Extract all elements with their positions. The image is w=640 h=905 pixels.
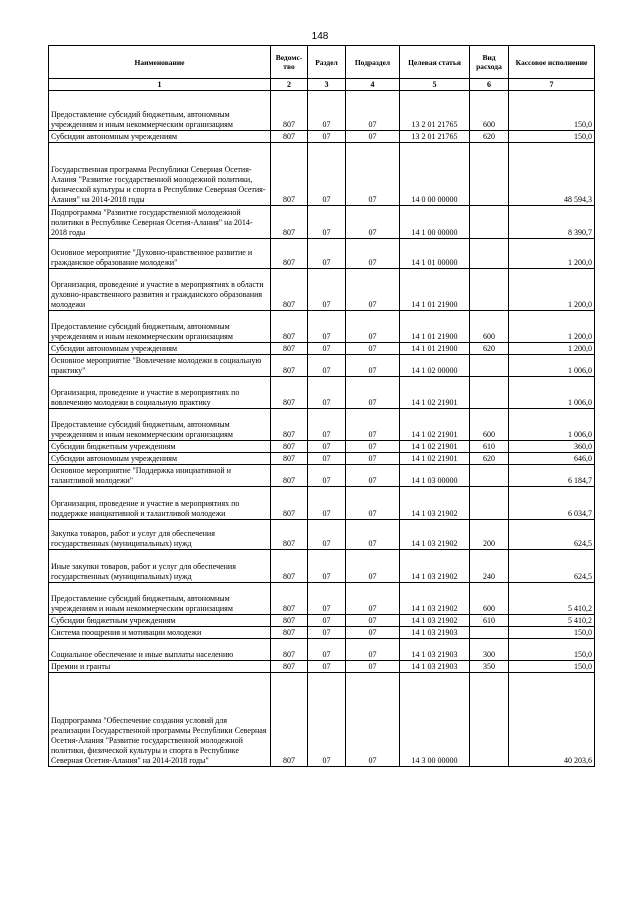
row-subsection: 07: [346, 661, 400, 673]
table-row: [49, 343, 595, 355]
table-row: [49, 441, 595, 453]
table-row: [49, 239, 595, 269]
row-target: 14 1 03 00000: [400, 465, 470, 487]
row-section: 07: [308, 453, 346, 465]
row-target: 14 1 02 21901: [400, 441, 470, 453]
row-target: 14 1 03 21902: [400, 615, 470, 627]
table-row: [49, 91, 595, 131]
row-subsection: 07: [346, 673, 400, 767]
row-subsection: 07: [346, 143, 400, 206]
row-expense-type: 600: [470, 409, 509, 441]
row-subsection: 07: [346, 91, 400, 131]
row-amount: 1 200,0: [509, 311, 595, 343]
row-section: 07: [308, 615, 346, 627]
row-name: Основное мероприятие "Вовлечение молодежи в социальную практику": [49, 355, 271, 377]
row-section: 07: [308, 639, 346, 661]
table-row: [49, 377, 595, 409]
column-number: 5: [400, 79, 470, 91]
header-expense-type: Вид расхода: [470, 46, 509, 79]
row-subsection: 07: [346, 377, 400, 409]
row-amount: 8 390,7: [509, 206, 595, 239]
column-number: 6: [470, 79, 509, 91]
table-row: [49, 206, 595, 239]
header-row: [49, 46, 595, 79]
row-dept: 807: [271, 583, 308, 615]
row-expense-type: [470, 143, 509, 206]
row-subsection: 07: [346, 131, 400, 143]
row-expense-type: [470, 206, 509, 239]
row-subsection: 07: [346, 206, 400, 239]
row-section: 07: [308, 661, 346, 673]
row-name: Субсидии автономным учреждениям: [49, 343, 271, 355]
row-name: Социальное обеспечение и иные выплаты населению: [49, 639, 271, 661]
row-expense-type: 200: [470, 520, 509, 550]
header-amount: Кассовое исполнение: [509, 46, 595, 79]
row-dept: 807: [271, 131, 308, 143]
row-subsection: 07: [346, 627, 400, 639]
row-name: Закупка товаров, работ и услуг для обеспечения государственных (муниципальных) нужд: [49, 520, 271, 550]
row-expense-type: [470, 487, 509, 520]
row-name: Предоставление субсидий бюджетным, автономным учреждениям и иным некоммерческим организациям: [49, 91, 271, 131]
row-subsection: 07: [346, 615, 400, 627]
row-amount: 1 006,0: [509, 377, 595, 409]
row-name: Субсидии бюджетным учреждениям: [49, 441, 271, 453]
row-expense-type: [470, 673, 509, 767]
table-row: [49, 661, 595, 673]
row-dept: 807: [271, 627, 308, 639]
table-body: [49, 91, 595, 767]
row-dept: 807: [271, 550, 308, 583]
column-number: 1: [49, 79, 271, 91]
row-expense-type: 610: [470, 441, 509, 453]
row-subsection: 07: [346, 343, 400, 355]
row-target: 14 0 00 00000: [400, 143, 470, 206]
row-section: 07: [308, 583, 346, 615]
row-dept: 807: [271, 311, 308, 343]
row-expense-type: 620: [470, 453, 509, 465]
column-number-row: [49, 79, 595, 91]
row-expense-type: 350: [470, 661, 509, 673]
row-name: Организация, проведение и участие в мероприятиях по поддержке инициативной и талантливой молодежи: [49, 487, 271, 520]
row-dept: 807: [271, 143, 308, 206]
row-amount: 1 200,0: [509, 239, 595, 269]
row-section: 07: [308, 269, 346, 311]
row-dept: 807: [271, 673, 308, 767]
row-amount: 646,0: [509, 453, 595, 465]
row-name: Подпрограмма "Обеспечение создания условий для реализации Государственной программы Республики Северная Осетия-Алания "Развитие государственной молодежной политики, физической культуры и спорта в Республике Северная Осетия-Алания" на 2014-2018 годы": [49, 673, 271, 767]
row-name: Премии и гранты: [49, 661, 271, 673]
row-amount: 40 203,6: [509, 673, 595, 767]
row-dept: 807: [271, 465, 308, 487]
row-name: Субсидии автономным учреждениям: [49, 131, 271, 143]
row-dept: 807: [271, 206, 308, 239]
row-amount: 624,5: [509, 520, 595, 550]
row-section: 07: [308, 520, 346, 550]
table-row: [49, 627, 595, 639]
row-subsection: 07: [346, 639, 400, 661]
row-target: 14 1 03 21902: [400, 520, 470, 550]
header-target: Целевая статья: [400, 46, 470, 79]
row-section: 07: [308, 239, 346, 269]
row-section: 07: [308, 131, 346, 143]
row-expense-type: 620: [470, 343, 509, 355]
row-subsection: 07: [346, 465, 400, 487]
row-section: 07: [308, 311, 346, 343]
row-amount: 1 200,0: [509, 343, 595, 355]
row-subsection: 07: [346, 487, 400, 520]
table-row: [49, 143, 595, 206]
table-row: [49, 409, 595, 441]
row-expense-type: 620: [470, 131, 509, 143]
row-target: 14 1 00 00000: [400, 206, 470, 239]
row-subsection: 07: [346, 311, 400, 343]
row-amount: 5 410,2: [509, 583, 595, 615]
row-amount: 1 006,0: [509, 409, 595, 441]
table-row: [49, 520, 595, 550]
row-section: 07: [308, 143, 346, 206]
row-expense-type: 300: [470, 639, 509, 661]
row-name: Организация, проведение и участие в мероприятиях в области духовно-нравственного развития и гражданского образования молодежи: [49, 269, 271, 311]
row-section: 07: [308, 206, 346, 239]
column-number: 4: [346, 79, 400, 91]
table-row: [49, 487, 595, 520]
table-row: [49, 355, 595, 377]
page-number: 148: [311, 31, 329, 42]
row-section: 07: [308, 673, 346, 767]
row-name: Предоставление субсидий бюджетным, автономным учреждениям и иным некоммерческим организациям: [49, 583, 271, 615]
row-dept: 807: [271, 91, 308, 131]
table-row: [49, 311, 595, 343]
row-amount: 150,0: [509, 627, 595, 639]
row-amount: 1 200,0: [509, 269, 595, 311]
row-section: 07: [308, 343, 346, 355]
row-dept: 807: [271, 453, 308, 465]
row-name: Организация, проведение и участие в мероприятиях по вовлечению молодежи в социальную практику: [49, 377, 271, 409]
table-row: [49, 615, 595, 627]
row-amount: 150,0: [509, 131, 595, 143]
row-target: 14 1 01 21900: [400, 269, 470, 311]
row-name: Субсидии бюджетным учреждениям: [49, 615, 271, 627]
row-expense-type: 240: [470, 550, 509, 583]
row-section: 07: [308, 627, 346, 639]
row-name: Государственная программа Республики Северная Осетия-Алания "Развитие государственной молодежной политики, физической культуры и спорта в Республике Северная Осетия-Алания" на 2014-2018 годы: [49, 143, 271, 206]
row-expense-type: 600: [470, 91, 509, 131]
row-name: Иные закупки товаров, работ и услуг для обеспечения государственных (муниципальных) нужд: [49, 550, 271, 583]
row-section: 07: [308, 441, 346, 453]
row-target: 14 1 03 21903: [400, 639, 470, 661]
row-dept: 807: [271, 441, 308, 453]
table-row: [49, 453, 595, 465]
row-target: 14 1 01 21900: [400, 311, 470, 343]
row-section: 07: [308, 409, 346, 441]
row-dept: 807: [271, 269, 308, 311]
row-section: 07: [308, 465, 346, 487]
row-target: 14 1 02 21901: [400, 409, 470, 441]
row-expense-type: 610: [470, 615, 509, 627]
row-name: Предоставление субсидий бюджетным, автономным учреждениям и иным некоммерческим организациям: [49, 311, 271, 343]
row-subsection: 07: [346, 453, 400, 465]
row-target: 14 1 03 21902: [400, 583, 470, 615]
row-expense-type: [470, 355, 509, 377]
row-subsection: 07: [346, 269, 400, 311]
row-name: Система поощрения и мотивации молодежи: [49, 627, 271, 639]
row-name: Основное мероприятие "Духовно-нравственное развитие и гражданское образование молодежи": [49, 239, 271, 269]
row-target: 14 1 01 00000: [400, 239, 470, 269]
row-target: 14 1 01 21900: [400, 343, 470, 355]
row-target: 14 1 03 21903: [400, 627, 470, 639]
row-dept: 807: [271, 520, 308, 550]
row-target: 14 1 03 21902: [400, 550, 470, 583]
row-expense-type: 600: [470, 311, 509, 343]
header-name: Наименование: [49, 46, 271, 79]
table-row: [49, 465, 595, 487]
row-expense-type: 600: [470, 583, 509, 615]
column-number: 3: [308, 79, 346, 91]
row-dept: 807: [271, 639, 308, 661]
row-dept: 807: [271, 355, 308, 377]
row-dept: 807: [271, 487, 308, 520]
row-target: 14 1 02 00000: [400, 355, 470, 377]
row-amount: 1 006,0: [509, 355, 595, 377]
row-expense-type: [470, 465, 509, 487]
row-dept: 807: [271, 343, 308, 355]
table-row: [49, 639, 595, 661]
row-name: Предоставление субсидий бюджетным, автономным учреждениям и иным некоммерческим организациям: [49, 409, 271, 441]
row-amount: 150,0: [509, 639, 595, 661]
row-subsection: 07: [346, 355, 400, 377]
row-subsection: 07: [346, 520, 400, 550]
row-amount: 48 594,3: [509, 143, 595, 206]
row-amount: 624,5: [509, 550, 595, 583]
row-subsection: 07: [346, 239, 400, 269]
row-section: 07: [308, 377, 346, 409]
row-amount: 360,0: [509, 441, 595, 453]
table-row: [49, 269, 595, 311]
row-amount: 150,0: [509, 91, 595, 131]
row-target: 14 1 02 21901: [400, 377, 470, 409]
row-name: Субсидии автономным учреждениям: [49, 453, 271, 465]
row-section: 07: [308, 91, 346, 131]
row-amount: 6 184,7: [509, 465, 595, 487]
row-subsection: 07: [346, 583, 400, 615]
row-name: Основное мероприятие "Поддержка инициативной и талантливой молодежи": [49, 465, 271, 487]
row-expense-type: [470, 627, 509, 639]
row-amount: 150,0: [509, 661, 595, 673]
row-dept: 807: [271, 239, 308, 269]
row-section: 07: [308, 550, 346, 583]
row-dept: 807: [271, 615, 308, 627]
row-amount: 6 034,7: [509, 487, 595, 520]
header-dept: Ведомс-тво: [271, 46, 308, 79]
row-expense-type: [470, 377, 509, 409]
budget-table: [48, 45, 595, 767]
row-section: 07: [308, 487, 346, 520]
row-amount: 5 410,2: [509, 615, 595, 627]
table-row: [49, 550, 595, 583]
header-subsection: Подраздел: [346, 46, 400, 79]
row-subsection: 07: [346, 409, 400, 441]
row-subsection: 07: [346, 550, 400, 583]
row-expense-type: [470, 239, 509, 269]
column-number: 2: [271, 79, 308, 91]
table-row: [49, 673, 595, 767]
header-section: Раздел: [308, 46, 346, 79]
row-target: 13 2 01 21765: [400, 91, 470, 131]
table-row: [49, 131, 595, 143]
row-section: 07: [308, 355, 346, 377]
row-name: Подпрограмма "Развитие государственной молодежной политики в Республике Северная Осетия-Алания" на 2014-2018 годы: [49, 206, 271, 239]
row-dept: 807: [271, 377, 308, 409]
row-target: 14 3 00 00000: [400, 673, 470, 767]
row-dept: 807: [271, 661, 308, 673]
row-target: 14 1 02 21901: [400, 453, 470, 465]
column-number: 7: [509, 79, 595, 91]
row-expense-type: [470, 269, 509, 311]
row-subsection: 07: [346, 441, 400, 453]
row-target: 13 2 01 21765: [400, 131, 470, 143]
table-row: [49, 583, 595, 615]
row-dept: 807: [271, 409, 308, 441]
row-target: 14 1 03 21902: [400, 487, 470, 520]
row-target: 14 1 03 21903: [400, 661, 470, 673]
